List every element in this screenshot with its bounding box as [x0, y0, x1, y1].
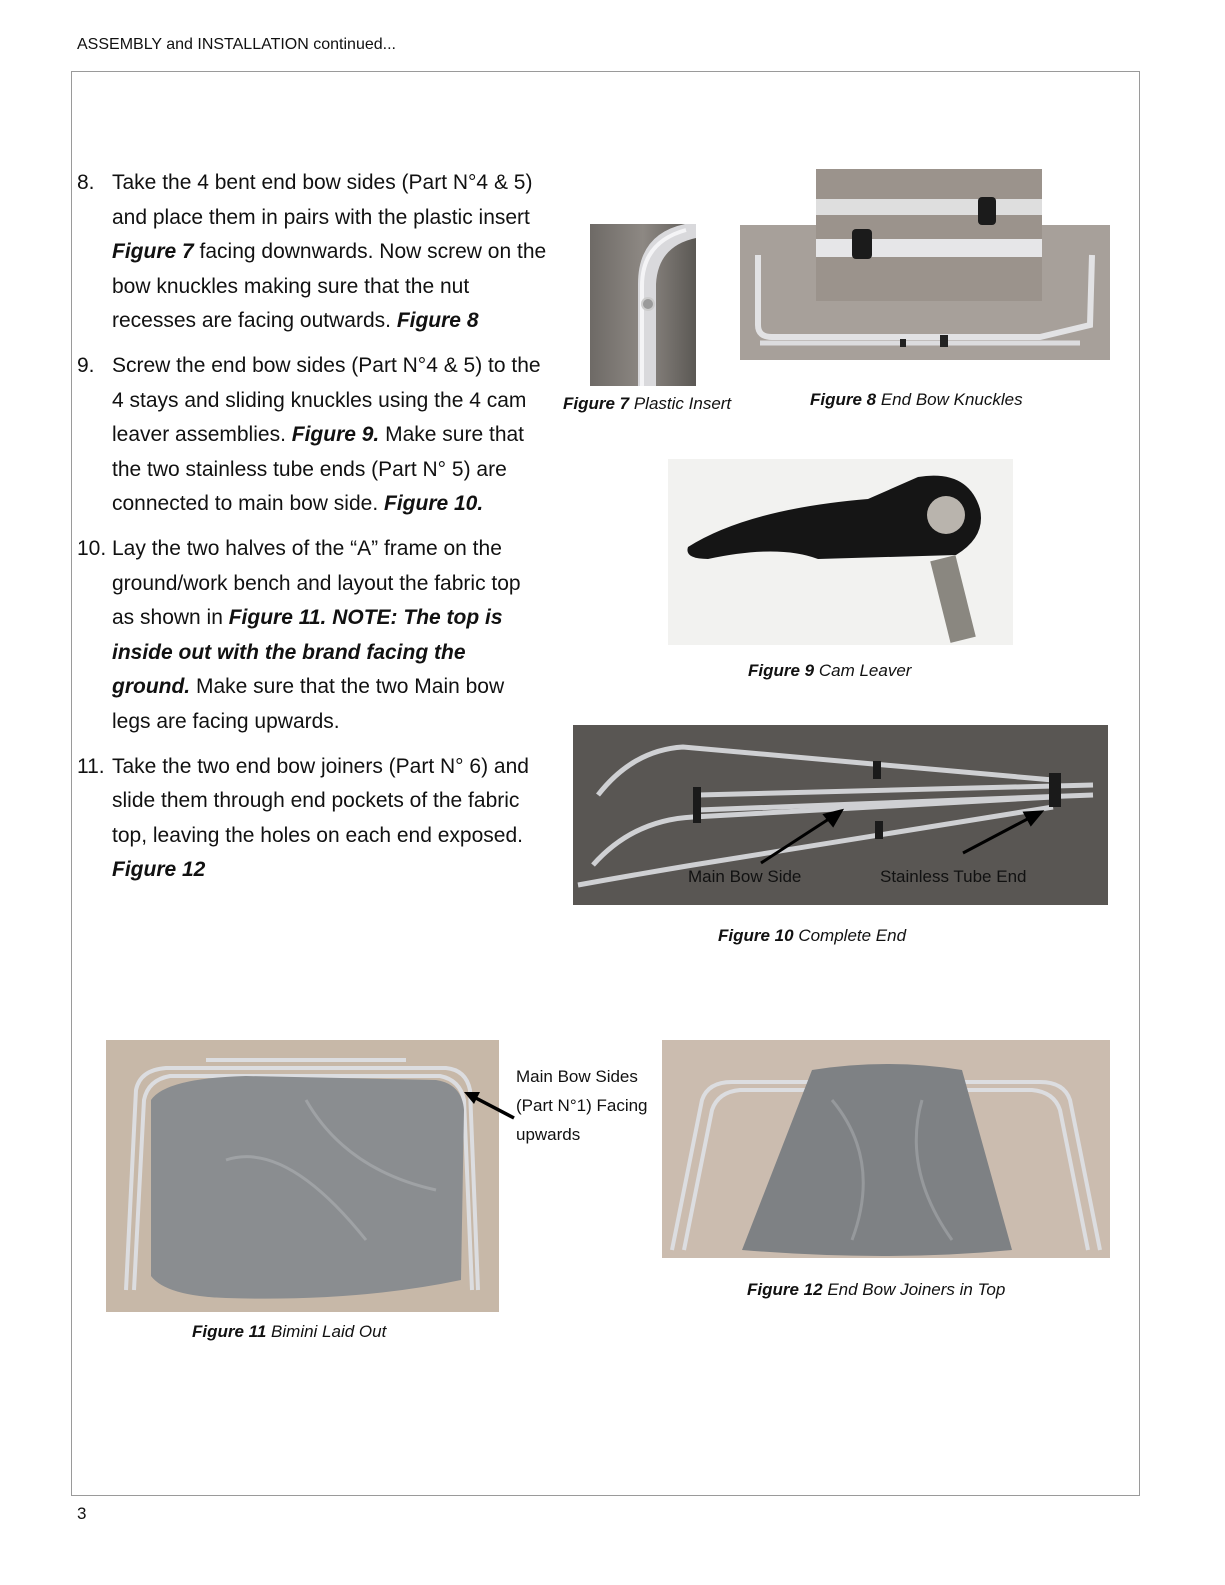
figure-11-caption: [192, 1322, 386, 1342]
figure-8-caption: [810, 390, 1023, 410]
figure-10-photo: [573, 725, 1108, 905]
figure-12-caption: [747, 1280, 1005, 1300]
figure-ref: Figure 10.: [384, 492, 484, 516]
step-text: Make sure that the two Main bow legs are facing upwards.: [112, 675, 505, 733]
annotation-stainless-tube-end: Stainless Tube End: [880, 867, 1027, 886]
instruction-steps: [77, 166, 547, 898]
figure-caption-text: End Bow Joiners in Top: [822, 1280, 1006, 1299]
figure-12-photo: [662, 1040, 1110, 1258]
figure-label: Figure 7: [563, 394, 630, 413]
figure-9-photo: [668, 459, 1013, 645]
figure-caption-text: Plastic Insert: [629, 394, 732, 413]
step-text: Lay the two halves of the “A” frame on the ground/work bench and layout the fabric top as shown in: [112, 536, 521, 630]
step-9: [77, 349, 547, 522]
figure-7-caption: [563, 394, 731, 414]
figure-caption-text: End Bow Knuckles: [876, 390, 1023, 409]
figure-ref: Figure 8: [396, 309, 479, 333]
figure-ref: Figure 7: [112, 240, 194, 264]
figure-8-inset-photo: [816, 169, 1042, 301]
figure-11-photo: [106, 1040, 499, 1312]
figure-ref: Figure 12: [112, 858, 206, 882]
step-number: 9.: [77, 353, 95, 377]
page-number: 3: [77, 1504, 87, 1523]
figure-caption-text: Complete End: [793, 926, 907, 945]
step-number: 11.: [77, 754, 105, 778]
step-text: Take the two end bow joiners (Part N° 6) and slide them through end pockets of the fabric top, leaving the holes on each end exposed.: [112, 754, 529, 847]
annotation-main-bow-side: Main Bow Side: [688, 867, 802, 886]
figure-9-caption: [748, 661, 911, 681]
figure-caption-text: Bimini Laid Out: [266, 1322, 387, 1341]
figure-label: Figure 9: [748, 661, 815, 680]
step-text: Screw the end bow sides (Part N°4 & 5) to the 4 stays and sliding knuckles using the 4 cam leaver assemblies.: [112, 353, 541, 447]
page-header: ASSEMBLY and INSTALLATION continued...: [77, 36, 396, 53]
figure-caption-text: Cam Leaver: [814, 661, 912, 680]
step-8: [77, 166, 547, 339]
step-11: [77, 750, 547, 888]
step-text: facing downwards. Now screw on the bow knuckles making sure that the nut recesses are facing outwards.: [112, 240, 547, 333]
figure-label: Figure 11: [192, 1322, 267, 1341]
figure-ref: Figure 11. NOTE: The top is inside out with the brand facing the ground.: [112, 606, 503, 699]
figure-label: Figure 8: [810, 390, 877, 409]
figure-label: Figure 10: [718, 926, 794, 945]
step-number: 10.: [77, 536, 107, 560]
step-number: 8.: [77, 171, 95, 194]
figure-7-photo: [590, 224, 696, 386]
arrow-icon: [460, 1086, 518, 1122]
step-text: Make sure that the two stainless tube ends (Part N° 5) are connected to main bow side.: [112, 423, 525, 516]
figure-11-side-note: Main Bow Sides (Part N°1) Facing upwards: [516, 1067, 648, 1144]
figure-10-caption: [718, 926, 906, 946]
step-text: Take the 4 bent end bow sides (Part N°4 & 5) and place them in pairs with the plastic insert: [112, 171, 533, 229]
figure-label: Figure 12: [747, 1280, 823, 1299]
figure-ref: Figure 9.: [291, 423, 380, 447]
step-10: [77, 532, 547, 740]
